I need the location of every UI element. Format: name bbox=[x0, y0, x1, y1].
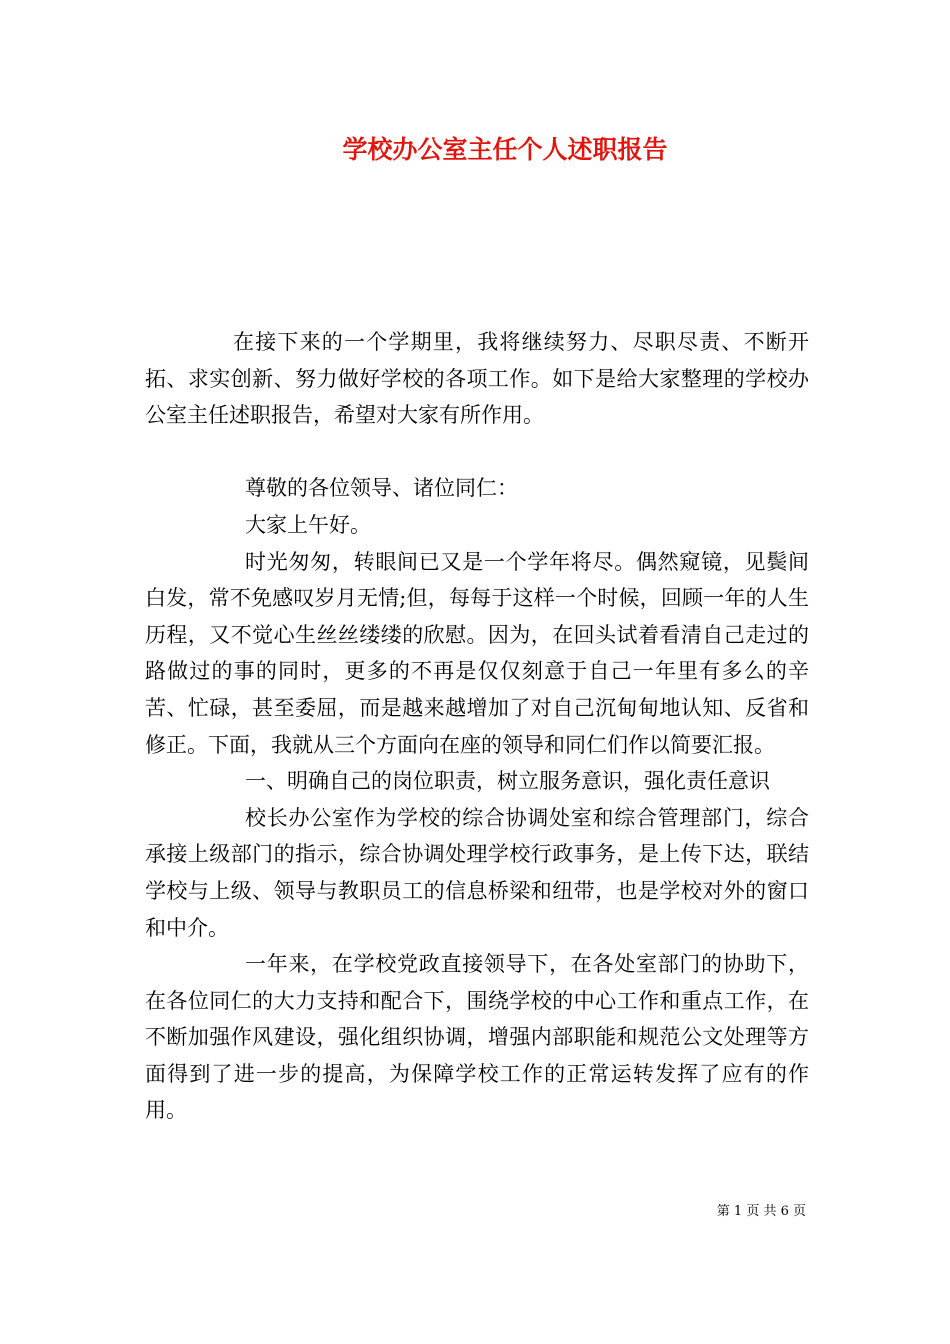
section-heading: 一、明确自己的岗位职责，树立服务意识，强化责任意识 bbox=[245, 769, 770, 794]
document-title: 学校办公室主任个人述职报告 bbox=[342, 135, 668, 164]
body-paragraph: 时光匆匆，转眼间已又是一个学年将尽。偶然窥镜，见鬓间白发，常不免感叹岁月无情;但，每每于这样一个时候，回顾一年的人生历程，又不觉心生丝丝缕缕的欣慰。因为，在回头试着看清自己走过的路做过的事的同时，更多的不再是仅仅刻意于自己一年里有多么的辛苦、忙碌，甚至委屈，而是越来越增加了对自己沉甸甸地认知、反省和修正。下面，我就从三个方面向在座的领导和同仁们作以简要汇报。 bbox=[145, 549, 809, 757]
body-paragraph: 一年来，在学校党政直接领导下，在各处室部门的协助下，在各位同仁的大力支持和配合下，围绕学校的中心工作和重点工作，在不断加强作风建设，强化组织协调，增强内部职能和规范公文处理等方面得到了进一步的提高，为保障学校工作的正常运转发挥了应有的作用。 bbox=[145, 952, 809, 1123]
body-paragraph: 校长办公室作为学校的综合协调处室和综合管理部门，综合承接上级部门的指示，综合协调处理学校行政事务，是上传下达，联结学校与上级、领导与教职员工的信息桥梁和纽带，也是学校对外的窗口和中介。 bbox=[145, 805, 809, 940]
page-number: 第 1 页 共 6 页 bbox=[716, 1204, 806, 1219]
intro-paragraph: 在接下来的一个学期里，我将继续努力、尽职尽责、不断开拓、求实创新、努力做好学校的各项工作。如下是给大家整理的学校办公室主任述职报告，希望对大家有所作用。 bbox=[145, 330, 809, 428]
paragraph-gap bbox=[145, 434, 809, 471]
document-body bbox=[145, 324, 809, 1129]
greeting-paragraph: 大家上午好。 bbox=[245, 512, 371, 537]
salutation-paragraph: 尊敬的各位领导、诸位同仁： bbox=[245, 476, 518, 501]
